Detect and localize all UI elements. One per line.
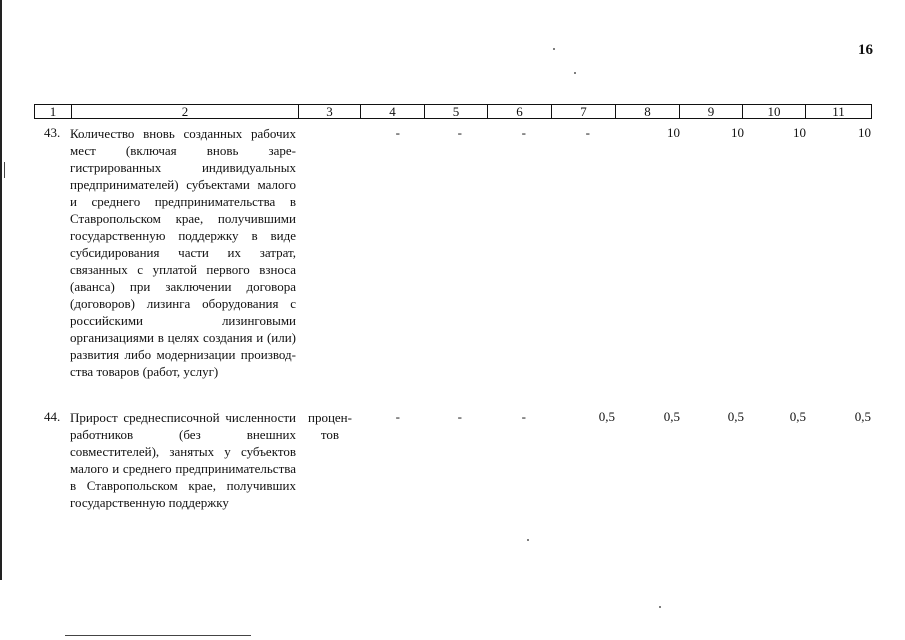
value-col-11: 0,5 [854,409,871,424]
header-col-3: 3 [298,105,360,118]
value-col-6: - [521,409,526,424]
scan-edge-mark [4,162,5,178]
table-header-row [34,104,872,119]
scan-speck [659,606,661,608]
value-col-5: - [457,125,462,140]
row-unit: процентов [308,410,352,442]
row-indicator-text: Количество вновь созданных рабочих мест (включая вновь зарегистрированных индивидуальных предпринимателей) субъектами малого и среднего предпринимательства в Ставропольском крае, получившими государственную поддержку в виде субсидирования части их затрат, связанных с уплатой первого взноса (аванса) при заключении договора (договоров) лизинга оборудования с российскими лизинговыми организациями в целях создания и (или) развития либо модернизации производства товаров (работ, услуг) [70,126,296,379]
row-number: 43. [44,125,61,140]
header-col-10: 10 [742,105,805,118]
value-col-7: - [585,125,590,140]
value-col-10: 10 [793,125,806,140]
scan-edge-line [0,0,2,580]
value-col-9: 0,5 [727,409,744,424]
page-number: 16 [858,42,873,58]
header-col-11: 11 [805,105,871,118]
scan-speck [574,72,576,74]
value-col-8: 10 [667,125,680,140]
header-col-9: 9 [679,105,742,118]
row-number: 44. [44,409,61,424]
header-col-2: 2 [71,105,298,118]
header-col-4: 4 [360,105,424,118]
value-col-7: 0,5 [598,409,615,424]
footnote-rule [65,635,251,636]
value-col-11: 10 [858,125,871,140]
value-col-6: - [521,125,526,140]
header-col-6: 6 [487,105,551,118]
value-col-4: - [395,125,400,140]
value-col-4: - [395,409,400,424]
scan-speck [553,48,555,50]
value-col-5: - [457,409,462,424]
scan-speck [527,539,529,541]
value-col-8: 0,5 [663,409,680,424]
row-indicator-text: Прирост среднесписочной численности работников (без внешних совместителей), занятых у субъектов малого и среднего предпринимательства в Ставропольском крае, получивших государственную поддержку [70,410,296,510]
header-col-7: 7 [551,105,615,118]
header-col-1: 1 [49,104,57,119]
header-col-5: 5 [424,105,487,118]
header-col-8: 8 [615,105,679,118]
value-col-10: 0,5 [789,409,806,424]
value-col-9: 10 [731,125,744,140]
